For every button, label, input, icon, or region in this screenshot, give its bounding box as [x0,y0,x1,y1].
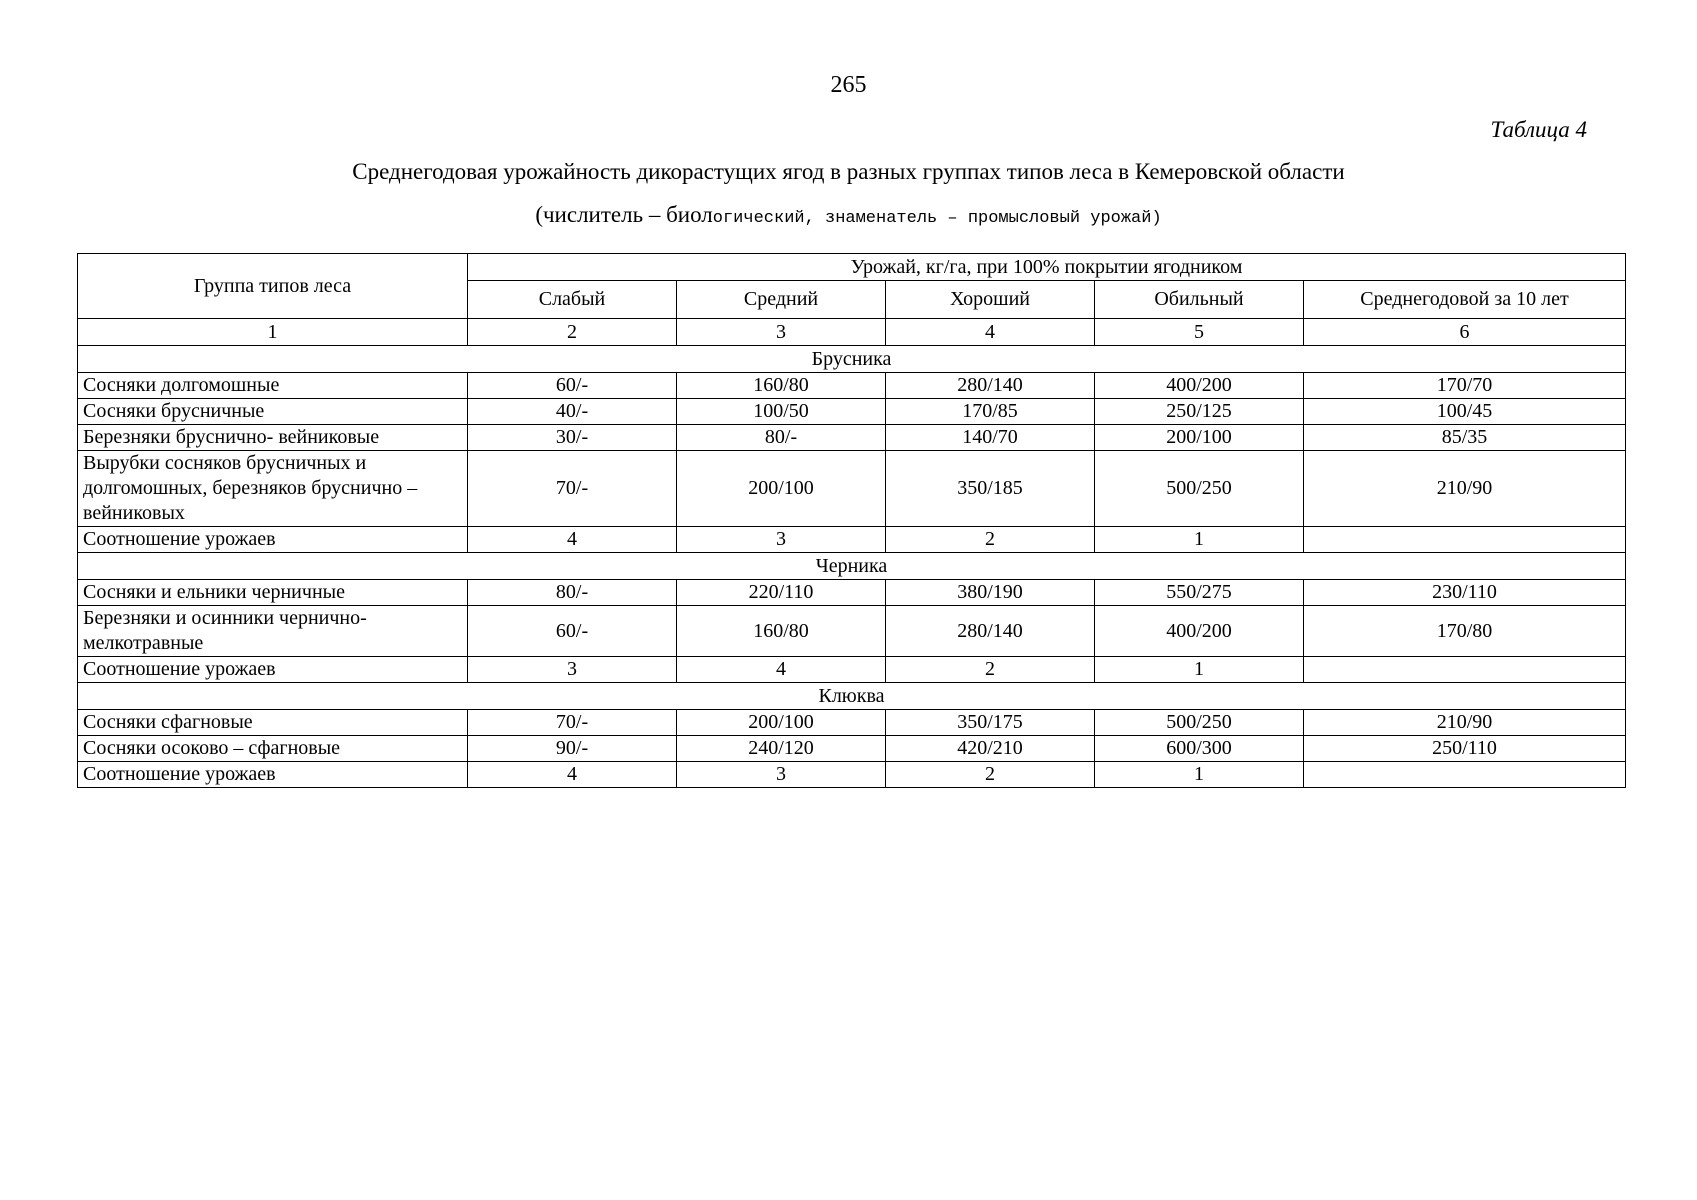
value-cell: 2 [886,527,1095,553]
value-cell: 160/80 [677,606,886,657]
row-name-cell: Березняки бруснично- вейниковые [78,425,468,451]
row-name-cell: Соотношение урожаев [78,527,468,553]
value-cell: 1 [1095,762,1304,788]
value-cell: 4 [468,762,677,788]
table-row [78,373,1626,399]
table-row [78,657,1626,683]
table-subtitle [0,200,1697,234]
table-row [78,527,1626,553]
value-cell: 3 [468,657,677,683]
value-cell: 200/100 [677,451,886,527]
column-number: 6 [1304,319,1626,346]
subtitle-mono-part: огический, знаменатель – промысловый урожай) [712,209,1162,228]
column-header: Обильный [1095,281,1304,319]
value-cell: 550/275 [1095,580,1304,606]
value-cell: 400/200 [1095,606,1304,657]
value-cell: 500/250 [1095,451,1304,527]
value-cell: 100/45 [1304,399,1626,425]
row-name-cell: Березняки и осинники чернично-мелкотравные [78,606,468,657]
value-cell [1304,657,1626,683]
row-name-cell: Сосняки сфагновые [78,710,468,736]
column-header: Среднегодовой за 10 лет [1304,281,1626,319]
value-cell: 170/85 [886,399,1095,425]
value-cell: 250/110 [1304,736,1626,762]
value-cell: 85/35 [1304,425,1626,451]
value-cell: 210/90 [1304,451,1626,527]
value-cell: 210/90 [1304,710,1626,736]
section-row [78,346,1626,373]
value-cell [1304,762,1626,788]
table-row [78,762,1626,788]
value-cell: 200/100 [1095,425,1304,451]
value-cell: 70/- [468,451,677,527]
row-name-cell: Соотношение урожаев [78,657,468,683]
value-cell: 4 [677,657,886,683]
value-cell: 350/185 [886,451,1095,527]
table-row [78,451,1626,527]
value-cell: 200/100 [677,710,886,736]
value-cell: 240/120 [677,736,886,762]
table-label: Таблица 4 [1490,117,1587,142]
column-number: 3 [677,319,886,346]
value-cell: 2 [886,657,1095,683]
row-name-cell: Сосняки брусничные [78,399,468,425]
column-header: Хороший [886,281,1095,319]
value-cell: 280/140 [886,373,1095,399]
value-cell: 80/- [468,580,677,606]
value-cell: 2 [886,762,1095,788]
table-row [78,425,1626,451]
yield-header-cell: Урожай, кг/га, при 100% покрытии ягодником [468,254,1626,281]
value-cell: 80/- [677,425,886,451]
table-row [78,710,1626,736]
value-cell: 3 [677,762,886,788]
row-name-cell: Сосняки и ельники черничные [78,580,468,606]
value-cell: 70/- [468,710,677,736]
yield-table [77,253,1626,788]
value-cell: 220/110 [677,580,886,606]
value-cell [1304,527,1626,553]
value-cell: 3 [677,527,886,553]
value-cell: 230/110 [1304,580,1626,606]
column-numbers-row [78,319,1626,346]
table-row [78,580,1626,606]
value-cell: 1 [1095,657,1304,683]
column-number: 2 [468,319,677,346]
table-title: Среднегодовая урожайность дикорастущих ягод в разных группах типов леса в Кемеровской области [352,159,1345,184]
value-cell: 160/80 [677,373,886,399]
value-cell: 350/175 [886,710,1095,736]
value-cell: 1 [1095,527,1304,553]
row-name-cell: Сосняки долгомошные [78,373,468,399]
value-cell: 420/210 [886,736,1095,762]
table-header [78,254,1626,346]
value-cell: 600/300 [1095,736,1304,762]
value-cell: 400/200 [1095,373,1304,399]
section-row [78,553,1626,580]
value-cell: 170/70 [1304,373,1626,399]
value-cell: 500/250 [1095,710,1304,736]
row-name-cell: Сосняки осоково – сфагновые [78,736,468,762]
section-row [78,683,1626,710]
table-row [78,399,1626,425]
value-cell: 4 [468,527,677,553]
value-cell: 170/80 [1304,606,1626,657]
table-row [78,736,1626,762]
column-header: Слабый [468,281,677,319]
subtitle-serif-part: (числитель – биол [535,202,713,227]
table-row [78,606,1626,657]
section-title: Клюква [78,683,1626,710]
value-cell: 40/- [468,399,677,425]
group-header-cell: Группа типов леса [78,254,468,319]
column-number: 1 [78,319,468,346]
value-cell: 60/- [468,606,677,657]
column-header: Средний [677,281,886,319]
section-title: Черника [78,553,1626,580]
value-cell: 140/70 [886,425,1095,451]
value-cell: 30/- [468,425,677,451]
value-cell: 380/190 [886,580,1095,606]
value-cell: 250/125 [1095,399,1304,425]
value-cell: 60/- [468,373,677,399]
value-cell: 90/- [468,736,677,762]
column-number: 5 [1095,319,1304,346]
row-name-cell: Соотношение урожаев [78,762,468,788]
column-number: 4 [886,319,1095,346]
section-title: Брусника [78,346,1626,373]
header-row-top [78,254,1626,281]
value-cell: 100/50 [677,399,886,425]
value-cell: 280/140 [886,606,1095,657]
row-name-cell: Вырубки сосняков брусничных и долгомошных, березняков бруснично – вейниковых [78,451,468,527]
table-body [78,346,1626,788]
page-number: 265 [830,72,867,98]
